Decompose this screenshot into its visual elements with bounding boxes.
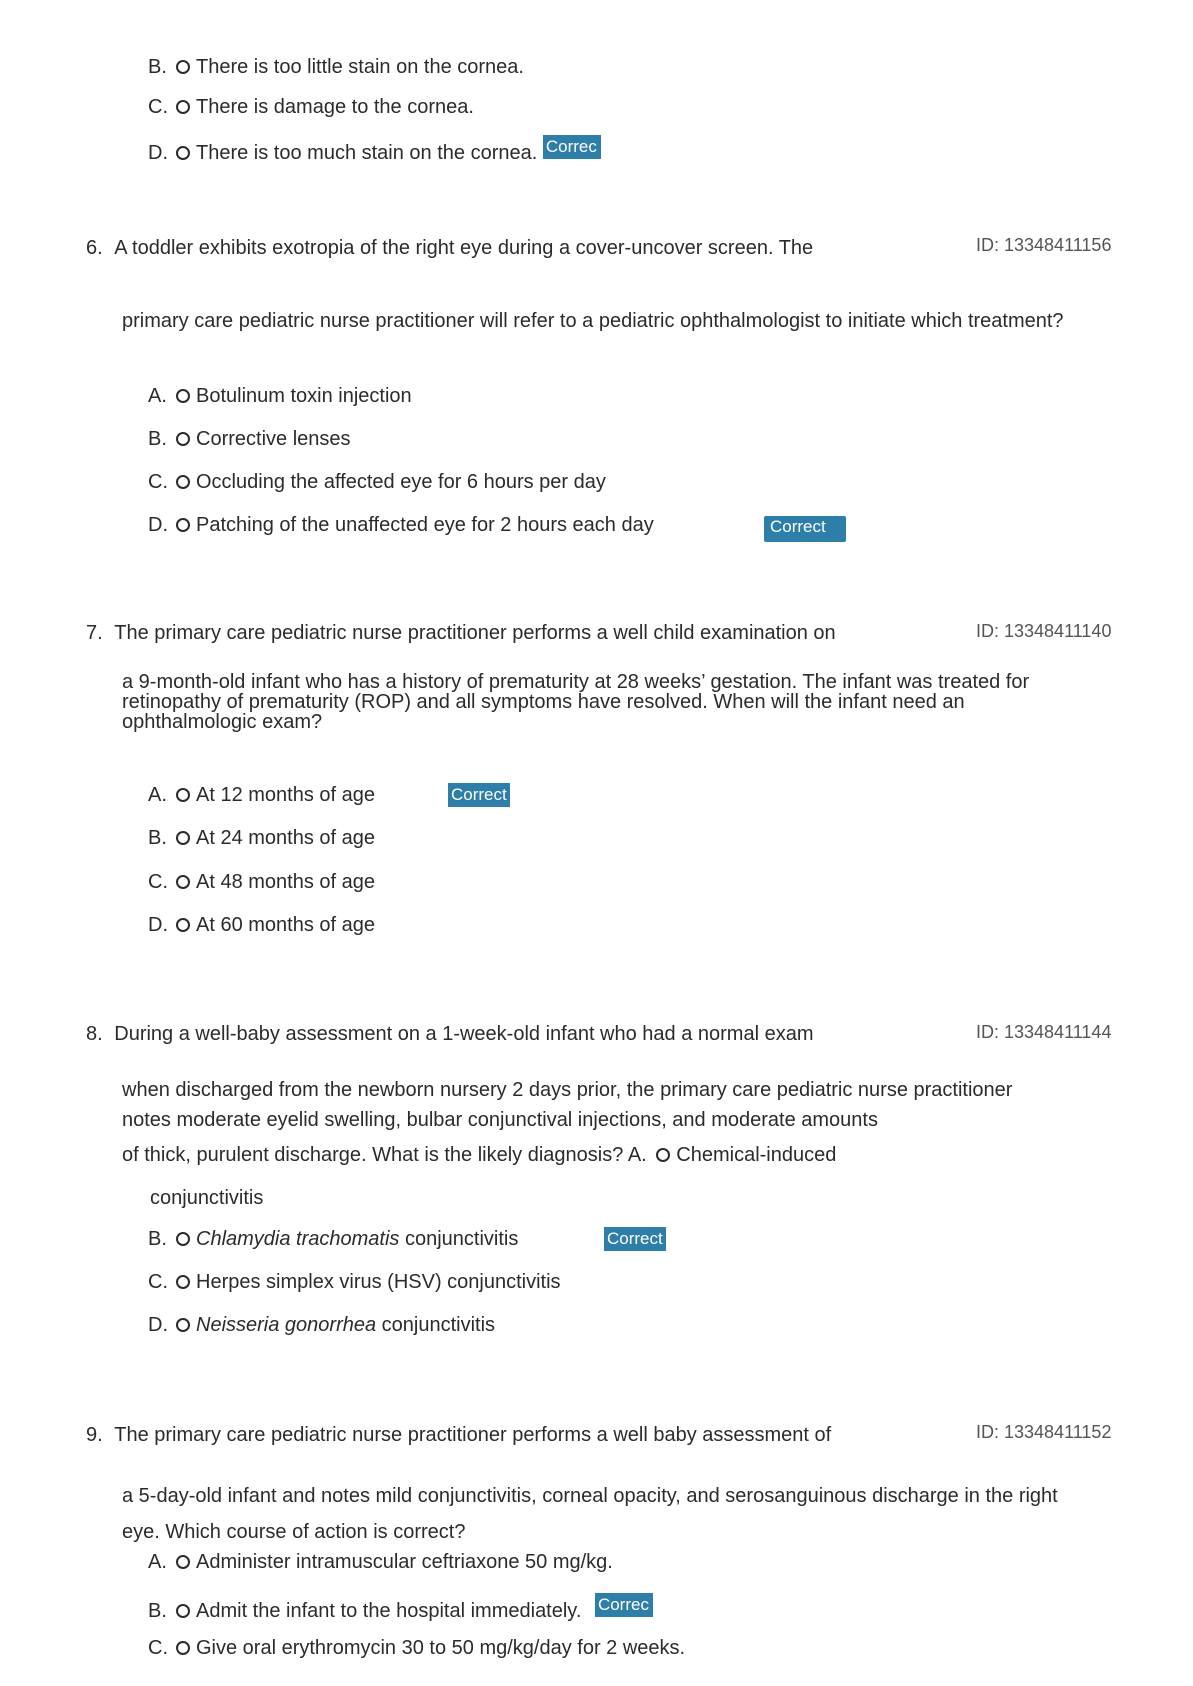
option-text: Herpes simplex virus (HSV) conjunctivitis [196, 1271, 561, 1293]
q5-option-d[interactable] [148, 135, 601, 165]
question-stem: a 9-month-old infant who has a history of prematurity at 28 weeks’ gestation. The infant was treated for retinopathy of prematurity (ROP) and all symptoms have resolved. When will the infant need an ophthalmologic exam? [122, 671, 1030, 733]
option-text: Patching of the unaffected eye for 2 hours each day [196, 514, 654, 536]
correct-badge: Correct [448, 783, 510, 807]
q9-option-b[interactable] [148, 1593, 653, 1623]
radio-icon[interactable] [176, 1555, 190, 1569]
q9-option-c[interactable] [148, 1636, 685, 1660]
q6-option-a[interactable] [148, 384, 412, 408]
option-text: At 12 months of age [196, 784, 376, 806]
q8-option-d[interactable] [148, 1313, 495, 1337]
option-letter: B. [148, 1228, 167, 1250]
q7-option-d[interactable] [148, 913, 375, 937]
stem-text: of thick, purulent discharge. What is the likely diagnosis? A. [122, 1144, 647, 1166]
option-letter: C. [148, 96, 168, 118]
question-number: 6. [86, 237, 103, 259]
option-letter: C. [148, 1271, 168, 1293]
radio-icon[interactable] [176, 831, 190, 845]
option-letter: D. [148, 142, 168, 164]
option-text: There is too much stain on the cornea. [196, 142, 538, 164]
question-stem-line [122, 1143, 836, 1167]
q6-option-b[interactable] [148, 427, 351, 451]
radio-icon[interactable] [176, 1275, 190, 1289]
question-id: ID: 13348411140 [976, 621, 1112, 641]
question-number: 8. [86, 1023, 103, 1045]
question-8-number [86, 1022, 814, 1046]
correct-badge: Correct [604, 1227, 666, 1251]
radio-icon[interactable] [176, 475, 190, 489]
radio-icon[interactable] [176, 1604, 190, 1618]
option-text-continued: conjunctivitis [150, 1187, 264, 1209]
radio-icon[interactable] [176, 432, 190, 446]
correct-badge: Correct [764, 516, 846, 542]
radio-icon[interactable] [176, 518, 190, 532]
q7-option-c[interactable] [148, 870, 375, 894]
question-id: ID: 13348411144 [976, 1022, 1112, 1042]
question-number: 7. [86, 622, 103, 644]
option-letter: B. [148, 1600, 167, 1622]
radio-icon[interactable] [176, 100, 190, 114]
option-letter: D. [148, 514, 168, 536]
option-text: At 48 months of age [196, 871, 376, 893]
question-9-number [86, 1423, 831, 1447]
q5-option-c[interactable] [148, 95, 474, 119]
question-first-line: A toddler exhibits exotropia of the right eye during a cover-uncover screen. The [114, 237, 814, 259]
q8-option-c[interactable] [148, 1270, 561, 1294]
question-stem: primary care pediatric nurse practitioner will refer to a pediatric ophthalmologist to initiate which treatment? [122, 310, 1064, 332]
question-first-line: The primary care pediatric nurse practitioner performs a well baby assessment of [114, 1424, 832, 1446]
option-text: Occluding the affected eye for 6 hours per day [196, 471, 606, 493]
q7-option-a[interactable] [148, 783, 375, 807]
option-letter: A. [148, 385, 167, 407]
radio-icon[interactable] [176, 875, 190, 889]
q6-option-c[interactable] [148, 470, 606, 494]
radio-icon[interactable] [176, 389, 190, 403]
option-text: Admit the infant to the hospital immediately. [196, 1600, 582, 1622]
option-text: Give oral erythromycin 30 to 50 mg/kg/day for 2 weeks. [196, 1637, 686, 1659]
option-text: At 60 months of age [196, 914, 376, 936]
option-text: conjunctivitis [376, 1314, 496, 1336]
q5-option-b[interactable] [148, 55, 524, 79]
question-stem-line: when discharged from the newborn nursery 2 days prior, the primary care pediatric nurse practitioner [122, 1079, 1013, 1101]
option-letter: B. [148, 428, 167, 450]
option-letter: C. [148, 1637, 168, 1659]
radio-icon[interactable] [176, 1318, 190, 1332]
radio-icon[interactable] [656, 1148, 670, 1162]
radio-icon[interactable] [176, 146, 190, 160]
option-letter: B. [148, 827, 167, 849]
option-text: Botulinum toxin injection [196, 385, 412, 407]
option-text: Corrective lenses [196, 428, 351, 450]
option-text: conjunctivitis [399, 1228, 519, 1250]
question-number: 9. [86, 1424, 103, 1446]
radio-icon[interactable] [176, 1232, 190, 1246]
radio-icon[interactable] [176, 918, 190, 932]
option-letter: A. [148, 1551, 167, 1573]
option-text: Administer intramuscular ceftriaxone 50 mg/kg. [196, 1551, 613, 1573]
question-6-number [86, 236, 813, 260]
question-7-number [86, 621, 836, 645]
radio-icon[interactable] [176, 1641, 190, 1655]
q8-option-b[interactable] [148, 1227, 518, 1251]
option-text: At 24 months of age [196, 827, 376, 849]
q9-option-a[interactable] [148, 1550, 613, 1574]
question-id: ID: 13348411156 [976, 235, 1112, 255]
option-italic-text: Neisseria gonorrhea [196, 1314, 377, 1336]
option-letter: D. [148, 1314, 168, 1336]
option-text: Chemical-induced [676, 1144, 837, 1166]
option-letter: B. [148, 56, 167, 78]
question-first-line: During a well-baby assessment on a 1-week-old infant who had a normal exam [114, 1023, 814, 1045]
option-letter: A. [148, 784, 167, 806]
option-letter: C. [148, 471, 168, 493]
question-id: ID: 13348411152 [976, 1422, 1112, 1442]
option-letter: C. [148, 871, 168, 893]
q6-option-d[interactable] [148, 513, 654, 537]
option-text: There is damage to the cornea. [196, 96, 474, 118]
q7-option-b[interactable] [148, 826, 375, 850]
question-stem: a 5-day-old infant and notes mild conjunctivitis, corneal opacity, and serosanguinous discharge in the right eye. Which course of action is correct? [122, 1485, 1058, 1543]
option-italic-text: Chlamydia trachomatis [196, 1228, 400, 1250]
radio-icon[interactable] [176, 60, 190, 74]
correct-badge: Correc [595, 1593, 653, 1617]
question-first-line: The primary care pediatric nurse practitioner performs a well child examination on [114, 622, 836, 644]
correct-badge: Correc [543, 135, 601, 159]
question-stem-line: notes moderate eyelid swelling, bulbar conjunctival injections, and moderate amounts [122, 1109, 878, 1131]
option-letter: D. [148, 914, 168, 936]
radio-icon[interactable] [176, 788, 190, 802]
option-text: There is too little stain on the cornea. [196, 56, 524, 78]
